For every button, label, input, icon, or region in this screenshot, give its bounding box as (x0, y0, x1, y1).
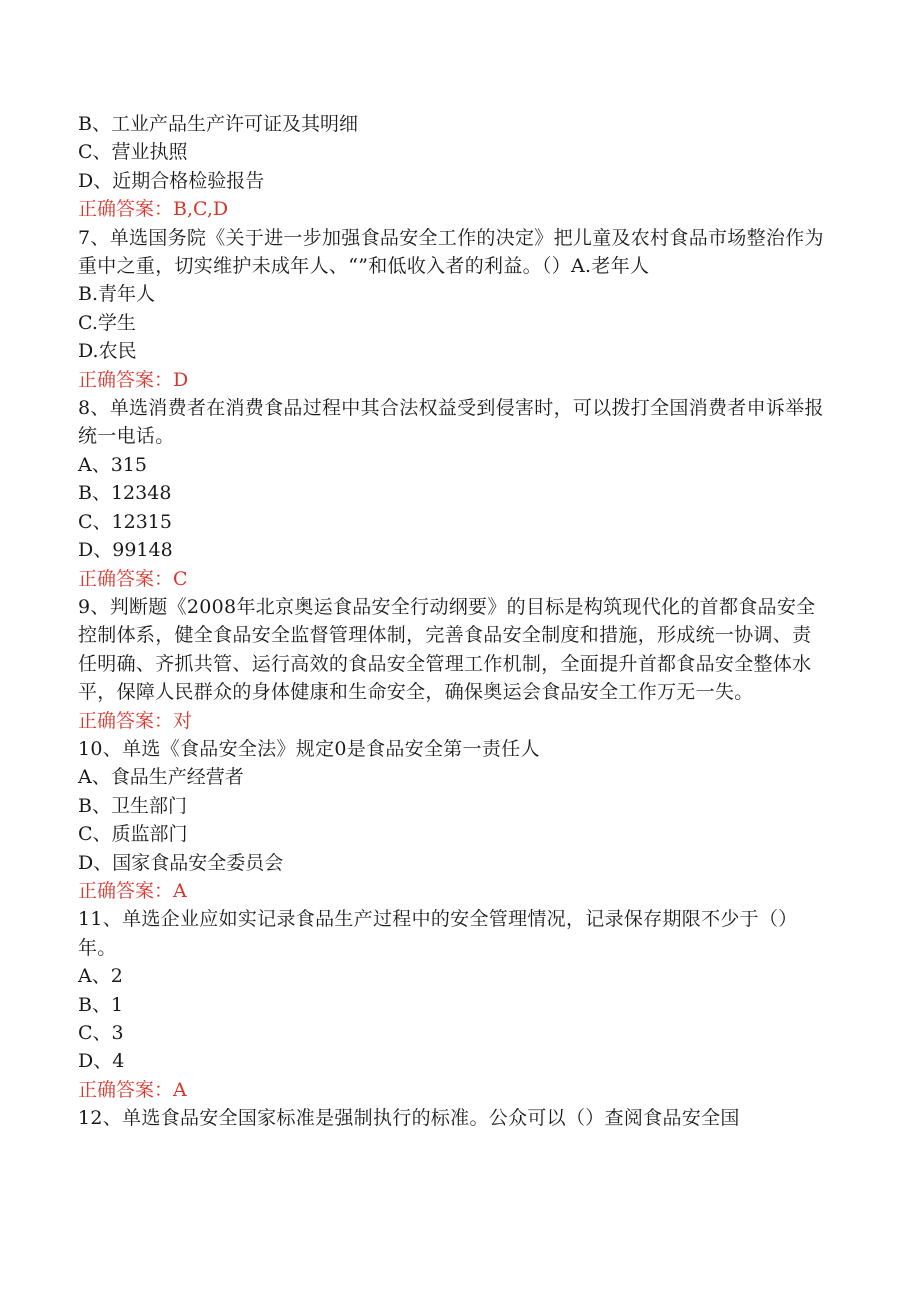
question-text: 9、判断题《2008年北京奥运食品安全行动纲要》的目标是构筑现代化的首都食品安全控制体系，健全食品安全监督管理体制，完善食品安全制度和措施，形成统一协调、责任明确、齐抓共管、运行高效的食品安全管理工作机制，全面提升首都食品安全整体水平，保障人民群众的身体健康和生命安全，确保奥运会食品安全工作万无一失。 (78, 595, 816, 704)
question-text: 8、单选消费者在消费食品过程中其合法权益受到侵害时，可以拨打全国消费者申诉举报统一电话。 (78, 397, 824, 448)
option-line: D.农民 (78, 340, 137, 363)
question-text: 12、单选食品安全国家标准是强制执行的标准。公众可以（）查阅食品安全国 (78, 1107, 740, 1130)
option-line: A、315 (78, 453, 147, 476)
option-line: C、营业执照 (78, 141, 188, 164)
option-line: B、卫生部门 (78, 794, 187, 817)
option-line: B、12348 (78, 482, 172, 505)
option-line: D、99148 (78, 539, 173, 562)
question-text: 10、单选《食品安全法》规定0是食品安全第一责任人 (78, 737, 540, 760)
option-line: A、2 (78, 965, 123, 988)
option-line: C.学生 (78, 311, 136, 334)
option-line: D、4 (78, 1050, 125, 1073)
option-line: C、3 (78, 1022, 124, 1044)
answer-line: 正确答案：对 (78, 709, 193, 732)
option-line: D、近期合格检验报告 (78, 169, 265, 192)
option-line: B、1 (78, 993, 124, 1016)
answer-line: 正确答案：D (78, 368, 189, 391)
answer-line: 正确答案：A (78, 879, 187, 902)
answer-line: 正确答案：A (78, 1078, 187, 1101)
answer-line: 正确答案：B,C,D (78, 198, 229, 221)
option-line: B、工业产品生产许可证及其明细 (78, 113, 358, 135)
question-text: 11、单选企业应如实记录食品生产过程中的安全管理情况，记录保存期限不少于（）年。 (78, 908, 798, 959)
answer-line: 正确答案：C (78, 567, 188, 590)
question-text: 7、单选国务院《关于进一步加强食品安全工作的决定》把儿童及农村食品市场整治作为重中之重，切实维护未成年人、“”和低收入者的利益。（）A.老年人 (78, 226, 824, 278)
option-line: B.青年人 (78, 283, 156, 306)
option-line: D、国家食品安全委员会 (78, 851, 284, 874)
option-line: C、质监部门 (78, 823, 188, 846)
option-line: A、食品生产经营者 (78, 766, 244, 789)
option-line: C、12315 (78, 510, 172, 533)
